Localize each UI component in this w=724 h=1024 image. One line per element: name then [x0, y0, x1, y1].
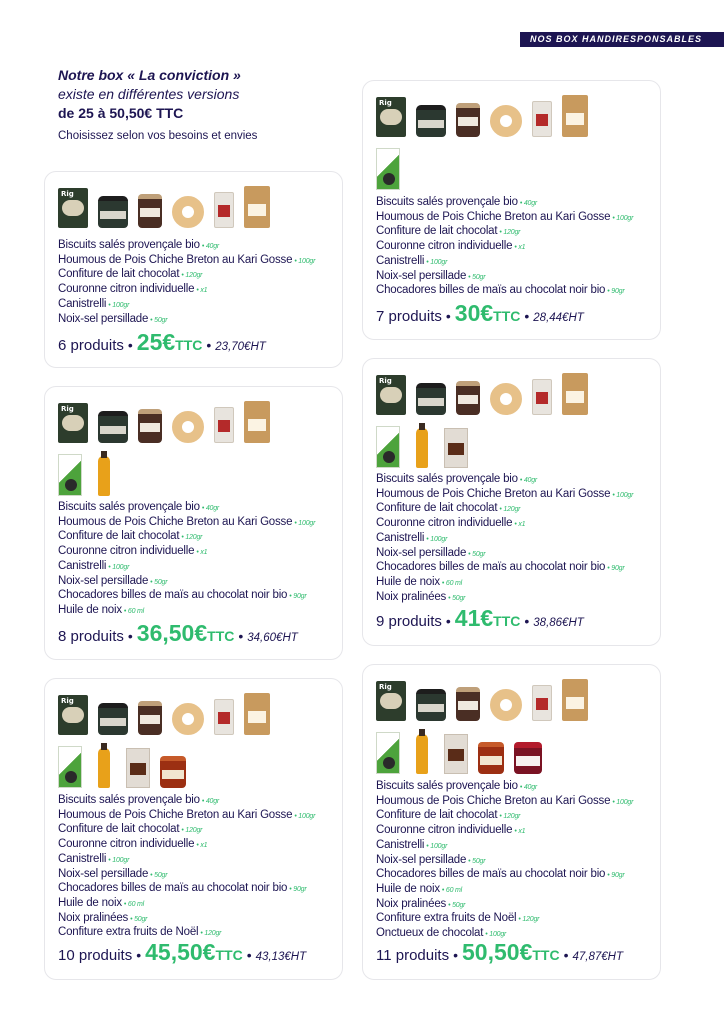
canistrelli-bag-image: [214, 192, 234, 228]
price-ht: 38,86€HT: [533, 617, 584, 629]
chocadores-bag-image: [58, 454, 82, 496]
couronne-citron-image: [172, 703, 204, 735]
noix-sel-bag-image: [244, 186, 270, 228]
biscuits-box-image: [58, 188, 88, 228]
section-tag: NOS BOX HANDIRESPONSABLES: [520, 32, 724, 47]
price-line: 6 produits • 25€ TTC • 23,70€HT: [58, 329, 266, 355]
list-item: Huile de noix • 60 ml: [58, 603, 145, 616]
chocadores-bag-image: [58, 746, 82, 788]
product-images: [376, 371, 646, 477]
product-count: 7 produits: [376, 308, 442, 325]
chocadores-bag-image: [376, 732, 400, 774]
list-item: Biscuits salés provençale bio • 40gr: [376, 196, 538, 208]
couronne-citron-image: [172, 196, 204, 228]
huile-noix-bottle-image: [98, 456, 110, 496]
price-ttc: 25€: [136, 329, 176, 355]
product-list: [58, 501, 348, 619]
list-item: Confiture extra fruits de Noël • 120gr: [58, 926, 222, 939]
list-item: Canistrelli • 100gr: [376, 254, 448, 267]
huile-noix-bottle-image: [416, 428, 428, 468]
product-count: 8 produits: [58, 628, 124, 645]
price-line: 8 produits • 36,50€ TTC • 34,60€HT: [58, 620, 298, 646]
confiture-lait-jar-image: [456, 687, 480, 721]
product-list: [376, 473, 666, 605]
couronne-citron-image: [172, 411, 204, 443]
biscuits-box-image: [376, 681, 406, 721]
biscuits-box-image: [58, 403, 88, 443]
list-item: Houmous de Pois Chiche Breton au Kari Gosse • 100gr: [58, 253, 316, 266]
price-ttc: 50,50€: [462, 939, 533, 965]
canistrelli-bag-image: [532, 101, 552, 137]
list-item: Canistrelli • 100gr: [58, 852, 130, 865]
list-item: Noix-sel persillade • 50gr: [376, 269, 486, 282]
canistrelli-bag-image: [532, 379, 552, 415]
list-item: Noix-sel persillade • 50gr: [58, 312, 168, 325]
price-line: 11 produits • 50,50€ TTC • 47,87€HT: [376, 939, 624, 965]
houmous-jar-image: [98, 411, 128, 443]
box-card-11: [362, 664, 661, 980]
price-ht: 43,13€HT: [255, 951, 307, 963]
list-item: Chocadores billes de maïs au chocolat noir bio • 90gr: [58, 882, 307, 895]
list-item: Noix-sel persillade • 50gr: [376, 853, 486, 866]
biscuits-box-image: [58, 695, 88, 735]
list-item: Houmous de Pois Chiche Breton au Kari Gosse • 100gr: [376, 487, 634, 500]
canistrelli-bag-image: [214, 407, 234, 443]
product-count: 6 produits: [58, 337, 124, 354]
list-item: Huile de noix • 60 ml: [58, 896, 145, 909]
box-card-10: [44, 678, 343, 980]
houmous-jar-image: [98, 196, 128, 228]
product-count: 11 produits: [376, 947, 450, 964]
list-item: Couronne citron individuelle • x1: [58, 838, 208, 851]
product-list: [376, 196, 666, 299]
canistrelli-bag-image: [532, 685, 552, 721]
list-item: Biscuits salés provençale bio • 40gr: [58, 239, 220, 251]
list-item: Canistrelli • 100gr: [58, 559, 130, 572]
couronne-citron-image: [490, 105, 522, 137]
price-ht: 34,60€HT: [247, 632, 298, 644]
list-item: Confiture de lait chocolat • 120gr: [58, 268, 203, 281]
couronne-citron-image: [490, 689, 522, 721]
chocadores-bag-image: [376, 148, 400, 190]
confiture-lait-jar-image: [456, 381, 480, 415]
list-item: Noix-sel persillade • 50gr: [376, 546, 486, 559]
list-item: Couronne citron individuelle • x1: [376, 517, 526, 530]
houmous-jar-image: [416, 105, 446, 137]
list-item: Chocadores billes de maïs au chocolat noir bio • 90gr: [376, 561, 625, 574]
list-item: Chocadores billes de maïs au chocolat noir bio • 90gr: [376, 284, 625, 297]
noix-sel-bag-image: [562, 679, 588, 721]
list-item: Confiture de lait chocolat • 120gr: [58, 823, 203, 836]
noix-pralinees-bag-image: [126, 748, 150, 788]
list-item: Couronne citron individuelle • x1: [58, 283, 208, 296]
price-line: 10 produits • 45,50€ TTC • 43,13€HT: [58, 939, 307, 965]
list-item: Canistrelli • 100gr: [376, 838, 448, 851]
confiture-lait-jar-image: [138, 194, 162, 228]
list-item: Houmous de Pois Chiche Breton au Kari Gosse • 100gr: [58, 808, 316, 821]
list-item: Houmous de Pois Chiche Breton au Kari Gosse • 100gr: [376, 794, 634, 807]
price-ttc: 45,50€: [145, 939, 216, 965]
biscuits-box-image: [376, 375, 406, 415]
list-item: Huile de noix • 60 ml: [376, 882, 463, 895]
list-item: Noix pralinées • 50gr: [376, 897, 466, 910]
noix-sel-bag-image: [562, 95, 588, 137]
product-images: [376, 677, 646, 783]
list-item: Couronne citron individuelle • x1: [376, 240, 526, 253]
confiture-lait-jar-image: [138, 701, 162, 735]
list-item: Onctueux de chocolat • 100gr: [376, 927, 507, 940]
box-card-9: [362, 358, 661, 646]
price-ttc: 41€: [454, 605, 494, 631]
list-item: Biscuits salés provençale bio • 40gr: [58, 501, 220, 513]
couronne-citron-image: [490, 383, 522, 415]
product-images: [58, 691, 328, 797]
huile-noix-bottle-image: [416, 734, 428, 774]
intro-title: Notre box « La conviction »: [58, 67, 241, 83]
price-ttc: 36,50€: [136, 620, 208, 646]
list-item: Huile de noix • 60 ml: [376, 575, 463, 588]
product-list: [376, 780, 666, 942]
noix-pralinees-bag-image: [444, 734, 468, 774]
intro-block: [58, 66, 338, 142]
list-item: Chocadores billes de maïs au chocolat noir bio • 90gr: [376, 868, 625, 881]
product-count: 10 produits: [58, 947, 133, 964]
biscuits-box-image: [376, 97, 406, 137]
list-item: Chocadores billes de maïs au chocolat noir bio • 90gr: [58, 589, 307, 602]
product-list: [58, 239, 348, 327]
intro-note: Choisissez selon vos besoins et envies: [58, 130, 258, 142]
product-images: [376, 93, 646, 199]
confiture-noel-jar-image: [478, 742, 504, 774]
noix-pralinees-bag-image: [444, 428, 468, 468]
list-item: Confiture de lait chocolat • 120gr: [376, 225, 521, 238]
price-ttc: 30€: [454, 300, 494, 326]
houmous-jar-image: [416, 383, 446, 415]
product-images: [58, 184, 328, 237]
list-item: Biscuits salés provençale bio • 40gr: [58, 794, 220, 806]
price-line: 9 produits • 41€ TTC • 38,86€HT: [376, 605, 584, 631]
canistrelli-bag-image: [214, 699, 234, 735]
houmous-jar-image: [416, 689, 446, 721]
confiture-lait-jar-image: [138, 409, 162, 443]
list-item: Noix pralinées • 50gr: [376, 590, 466, 603]
box-card-6: [44, 171, 343, 368]
list-item: Confiture de lait chocolat • 120gr: [376, 809, 521, 822]
list-item: Noix pralinées • 50gr: [58, 911, 148, 924]
list-item: Couronne citron individuelle • x1: [58, 545, 208, 558]
onctueux-chocolat-jar-image: [514, 742, 542, 774]
noix-sel-bag-image: [562, 373, 588, 415]
box-card-7: [362, 80, 661, 340]
product-count: 9 produits: [376, 613, 442, 630]
chocadores-bag-image: [376, 426, 400, 468]
houmous-jar-image: [98, 703, 128, 735]
price-line: 7 produits • 30€ TTC • 28,44€HT: [376, 300, 584, 326]
list-item: Biscuits salés provençale bio • 40gr: [376, 473, 538, 485]
box-card-8: [44, 386, 343, 660]
list-item: Canistrelli • 100gr: [58, 297, 130, 310]
price-ht: 23,70€HT: [215, 341, 266, 353]
list-item: Canistrelli • 100gr: [376, 531, 448, 544]
price-ht: 28,44€HT: [533, 312, 584, 324]
list-item: Confiture extra fruits de Noël • 120gr: [376, 912, 540, 925]
list-item: Houmous de Pois Chiche Breton au Kari Gosse • 100gr: [376, 210, 634, 223]
confiture-noel-jar-image: [160, 756, 186, 788]
list-item: Biscuits salés provençale bio • 40gr: [376, 780, 538, 792]
product-images: [58, 399, 328, 505]
list-item: Confiture de lait chocolat • 120gr: [376, 502, 521, 515]
list-item: Noix-sel persillade • 50gr: [58, 867, 168, 880]
intro-subtitle: existe en différentes versions: [58, 86, 240, 102]
price-ht: 47,87€HT: [572, 951, 624, 963]
list-item: Noix-sel persillade • 50gr: [58, 574, 168, 587]
intro-price-range: de 25 à 50,50€ TTC: [58, 105, 184, 121]
list-item: Couronne citron individuelle • x1: [376, 824, 526, 837]
noix-sel-bag-image: [244, 693, 270, 735]
confiture-lait-jar-image: [456, 103, 480, 137]
noix-sel-bag-image: [244, 401, 270, 443]
list-item: Houmous de Pois Chiche Breton au Kari Gosse • 100gr: [58, 515, 316, 528]
product-list: [58, 794, 348, 941]
list-item: Confiture de lait chocolat • 120gr: [58, 530, 203, 543]
huile-noix-bottle-image: [98, 748, 110, 788]
